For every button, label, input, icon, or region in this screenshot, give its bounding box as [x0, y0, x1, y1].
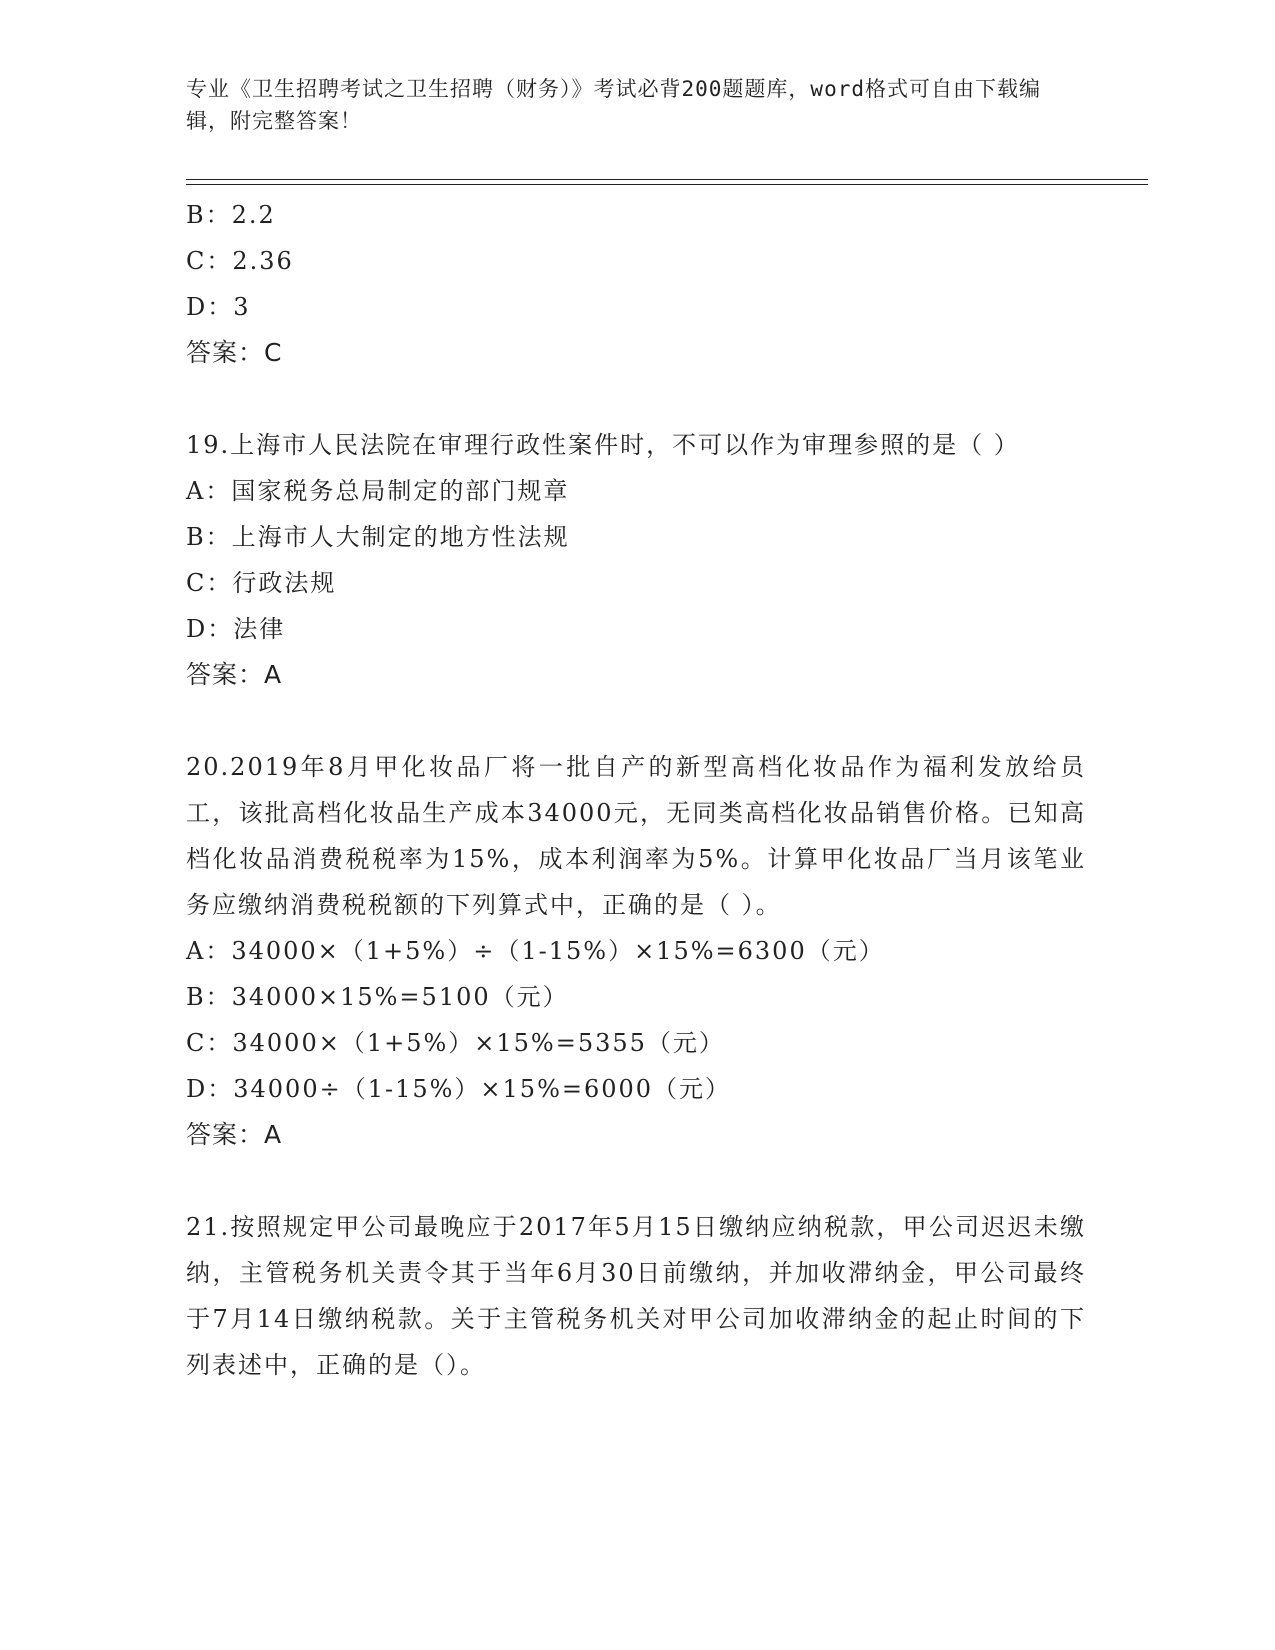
- question-block-18: [186, 192, 1086, 376]
- question-text: 19.上海市人民法院在审理行政性案件时，不可以作为审理参照的是（ ）: [186, 431, 1020, 459]
- question-block-21: [186, 1204, 1086, 1388]
- option-b: B：上海市人大制定的地方性法规: [186, 523, 570, 551]
- option-a: A：国家税务总局制定的部门规章: [186, 477, 570, 505]
- spacer: [186, 376, 1086, 422]
- option-c: C：2.36: [186, 247, 294, 275]
- option-b: B：2.2: [186, 201, 276, 229]
- header-rule-bottom: [186, 184, 1148, 185]
- option-d: D：法律: [186, 615, 286, 643]
- document-header: [186, 73, 1066, 137]
- question-block-20: [186, 744, 1086, 1158]
- question-text: 20.2019年8月甲化妆品厂将一批自产的新型高档化妆品作为福利发放给员工，该批高档化妆品生产成本34000元，无同类高档化妆品销售价格。已知高档化妆品消费税税率为15%，成本利润率为5%。计算甲化妆品厂当月该笔业务应缴纳消费税税额的下列算式中，正确的是（ ）。: [186, 753, 1086, 919]
- option-c: C：34000×（1+5%）×15%=5355（元）: [186, 1029, 725, 1057]
- answer-line: 答案：A: [186, 1120, 283, 1149]
- spacer: [186, 698, 1086, 744]
- question-content: [186, 192, 1086, 1388]
- option-d: D：34000÷（1-15%）×15%=6000（元）: [186, 1075, 732, 1103]
- question-text: 21.按照规定甲公司最晚应于2017年5月15日缴纳应纳税款，甲公司迟迟未缴纳，主管税务机关责令其于当年6月30日前缴纳，并加收滞纳金，甲公司最终于7月14日缴纳税款。关于主管税务机关对甲公司加收滞纳金的起止时间的下列表述中，正确的是（）。: [186, 1213, 1086, 1379]
- option-b: B：34000×15%=5100（元）: [186, 983, 569, 1011]
- option-c: C：行政法规: [186, 569, 337, 597]
- option-a: A：34000×（1+5%）÷（1-15%）×15%=6300（元）: [186, 937, 885, 965]
- header-title: 专业《卫生招聘考试之卫生招聘（财务）》考试必背200题题库，word格式可自由下载编辑，附完整答案！: [186, 77, 1041, 133]
- question-block-19: [186, 422, 1086, 698]
- header-rule-top: [186, 179, 1148, 180]
- spacer: [186, 1158, 1086, 1204]
- answer-line: 答案：C: [186, 338, 283, 367]
- option-d: D：3: [186, 293, 251, 321]
- answer-line: 答案：A: [186, 660, 283, 689]
